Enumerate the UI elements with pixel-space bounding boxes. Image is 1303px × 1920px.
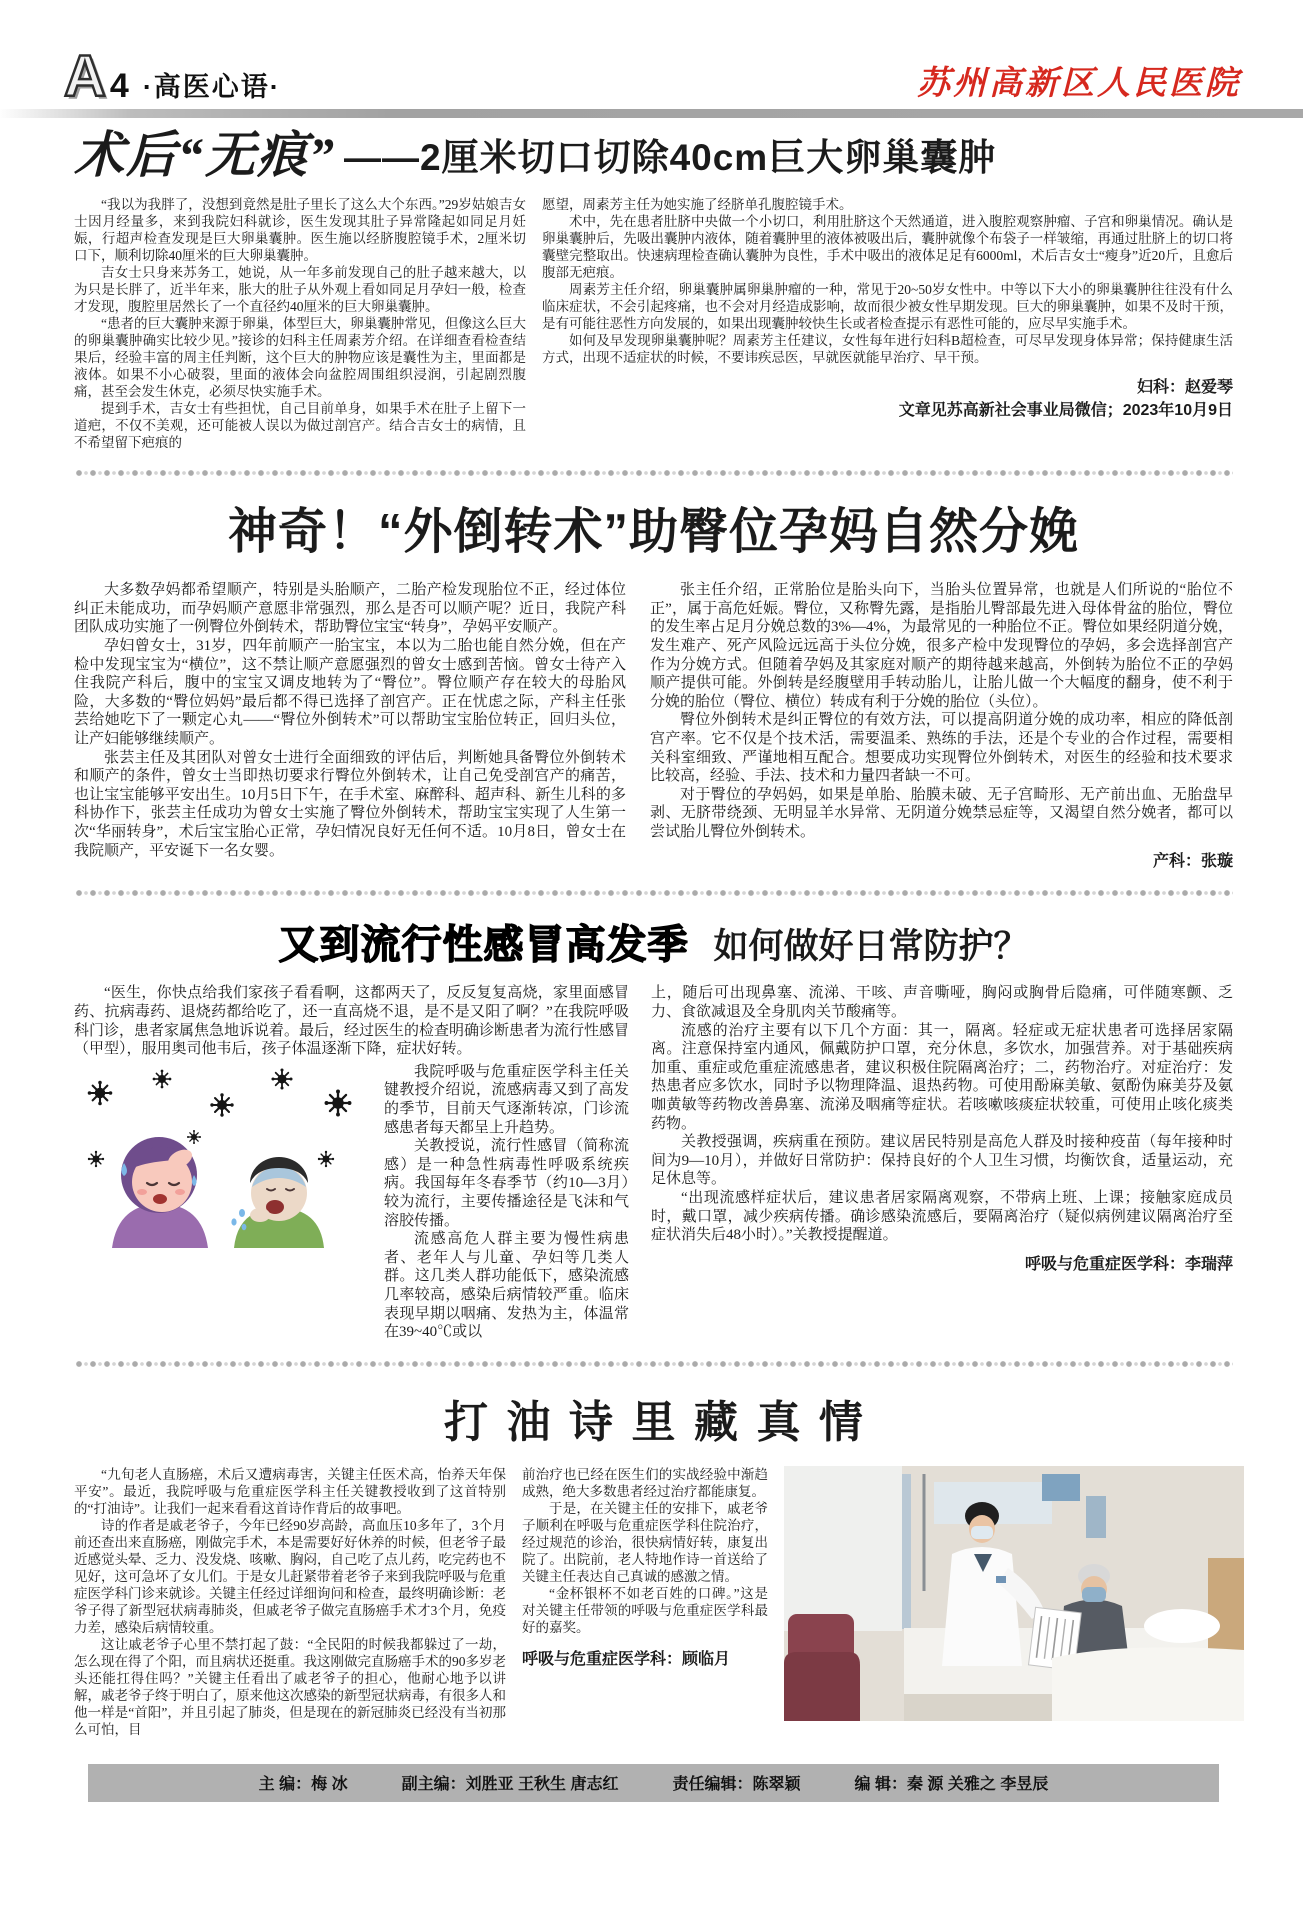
article3-left-column	[74, 984, 629, 1341]
paragraph: 诗的作者是戚老爷子，今年已经90岁高龄，高血压10多年了，3个月前还查出来直肠癌，刚做完手术，本是需要好好休养的时候，但老爷子最近感觉头晕、乏力、没发烧、咳嗽、胸闷，自己吃了点儿药，吃完药也不见好，这可急坏了女儿们。于是女儿赶紧带着老爷子来到我院呼吸与危重症医学科门诊来就诊。关键主任经过详细询问和检查，最终明确诊断：老爷子得了新型冠状病毒肺炎，但戚老爷子做完直肠癌手术才3个月，免疫力差，感染后病情较重。	[74, 1517, 506, 1635]
article4-left-column	[74, 1466, 506, 1738]
page-content	[0, 127, 1303, 1801]
sick-woman	[112, 1137, 208, 1248]
chair	[784, 1614, 860, 1721]
paragraph: 提到手术，吉女士有些担忧，自己目前单身，如果手术在肚子上留下一道疤，不仅不美观，还可能被人误以为做过剖宫产。结合吉女士的病情，且不希望留下疤痕的	[74, 401, 526, 451]
paragraph: 我院呼吸与危重症医学科主任关键教授介绍说，流感病毒又到了高发的季节，目前天气逐渐转凉，门诊流感患者每天都呈上升趋势。	[384, 1063, 629, 1136]
article3-side-paragraphs	[384, 1063, 629, 1342]
article1-title	[74, 127, 1233, 184]
article2-left-column	[74, 581, 626, 871]
article2-right-column	[650, 581, 1233, 871]
article3-right-rest	[651, 1022, 1233, 1245]
article1-title-lead: 术后“无痕”	[74, 127, 336, 184]
section-divider	[74, 887, 1233, 899]
source-note: 文章见苏高新社会事业局微信；2023年10月9日	[898, 402, 1233, 420]
article3-body	[74, 984, 1233, 1341]
article-breech-version	[74, 493, 1233, 871]
paragraph: “患者的巨大囊肿来源于卵巢，体型巨大，卵巢囊肿常见，但像这么巨大的卵巢囊肿确实比较少见。”接诊的妇科主任周素芳介绍。在详细查看检查结果后，经验丰富的周主任判断，这个巨大的肿物应该是囊性为主，里面都是液体。如果不小心破裂，里面的液体会向盆腔周围组织浸润，引起剧烈腹痛，甚至会发生休克，必须尽快实施手术。	[74, 316, 526, 400]
credit-deputy-editors: 副主编：刘胜亚 王秋生 唐志红	[401, 1776, 619, 1794]
section-name: ·高医心语·	[142, 72, 281, 103]
article4-photo-wrap	[784, 1466, 1244, 1738]
hospital-masthead: 苏州高新区人民医院	[917, 66, 1241, 103]
article4-middle-column	[522, 1466, 768, 1738]
article3-right-column	[651, 984, 1233, 1341]
article2-title: 神奇！“外倒转术”助臀位孕妈自然分娩	[227, 505, 1079, 560]
article4-title: 打油诗里藏真情	[444, 1397, 882, 1447]
paragraph: 关教授说，流行性感冒（简称流感）是一种急性病毒性呼吸系统疾病。我国每年冬春季节（约10—3月）较为流行，主要传播途径是飞沫和气溶胶传播。	[384, 1138, 629, 1229]
article2-right-rest	[650, 581, 1233, 841]
article1-body	[74, 196, 1233, 451]
paragraph: 流感的治疗主要有以下几个方面：其一，隔离。轻症或无症状患者可选择居家隔离。注意保持室内通风，佩戴防护口罩，充分休息，多饮水，加强营养。对于基础疾病加重、重症或危重症流感患者，建议积极住院隔离治疗；二，药物治疗。对症治疗：发热患者应多饮水，同时予以物理降温、退热药物。可使用酚麻美敏、氨酚伪麻美芬及氨咖黄敏等药物改善鼻塞、流涕及咽痛等症状。若咳嗽咳痰症状较重，可使用止咳化痰类药物。	[651, 1022, 1233, 1132]
credit-chief-editor: 主 编：梅 冰	[258, 1776, 348, 1794]
paragraph: “金杯银杯不如老百姓的口碑。”这是对关键主任带领的呼吸与危重症医学科最好的嘉奖。	[522, 1585, 768, 1635]
paragraph: 孕妇曾女士，31岁，四年前顺产一胎宝宝，本以为二胎也能自然分娩，但在产检中发现宝宝为“横位”，这不禁让顺产意愿强烈的曾女士感到苦恼。曾女士待产入住我院产科后，腹中的宝宝又调皮地转为了“臀位”。臀位顺产存在较大的母胎风险，大多数的“臀位妈妈”最后都不得已选择了剖宫产。正在忧虑之际，产科主任张芸给她吃下了一颗定心丸——“臀位外倒转术”可以帮助宝宝胎位转正，回归头位，让产妇能够继续顺产。	[74, 638, 626, 748]
article4-middle-rest	[522, 1500, 768, 1636]
page-code-letter: A	[64, 44, 106, 109]
article-ovarian-cyst	[74, 127, 1233, 451]
paragraph: 前治疗也已经在医生们的实战经验中渐趋成熟，绝大多数患者经过治疗都能康复。	[522, 1466, 768, 1499]
paragraph: 张主任介绍，正常胎位是胎头向下，当胎头位置异常，也就是人们所说的“胎位不正”，属于高危妊娠。臀位，又称臀先露，是指胎儿臀部最先进入母体骨盆的胎位，臀位的发生率占足月分娩总数的3%—4%，为最常见的一种胎位不正。臀位如果经阴道分娩，发生难产、死产风险远远高于头位分娩，很多产检中发现臀位的孕妈，多会选择剖宫产作为分娩方式。但随着孕妈及其家庭对顺产的期待越来越高，外倒转为胎位不正的孕妈顺产提供可能。外倒转是经腹壁用手转动胎儿，让胎儿做一个大幅度的翻身，使不利于分娩的胎位（臀位、横位）转成有利于分娩的胎位（头位）。	[650, 582, 1233, 710]
section-divider	[74, 467, 1233, 479]
article-flu-season	[74, 913, 1233, 1341]
paragraph: 大多数孕妈都希望顺产，特别是头胎顺产，二胎产检发现胎位不正，经过体位纠正未能成功，而孕妈顺产意愿非常强烈，那么是否可以顺产呢？近日，我院产科团队成功实施了一例臀位外倒转术，帮助臀位宝宝“转身”，孕妈平安顺产。	[74, 582, 626, 636]
page-code-number: 4	[109, 66, 129, 105]
article-doggerel-poem	[74, 1386, 1233, 1738]
editorial-credits-bar	[88, 1764, 1219, 1802]
paragraph: 流感高危人群主要为慢性病患者、老年人与儿童、孕妇等几类人群。这几类人群功能低下，感染流感几率较高，感染后病情较严重。临床表现早期以咽痛、发热为主，体温常在39~40℃或以	[384, 1231, 629, 1341]
author-byline: 妇科：赵爱琴	[1136, 379, 1233, 397]
paragraph: 上，随后可出现鼻塞、流涕、干咳、声音嘶哑，胸闷或胸骨后隐痛，可伴随寒颤、乏力、食欲减退及全身肌肉关节酸痛等。	[651, 985, 1233, 1021]
article1-byline	[542, 376, 1233, 422]
article3-illustrated-row	[74, 1063, 629, 1342]
article1-title-rest: ——2厘米切口切除40cm巨大卵巢囊肿	[344, 137, 997, 179]
paragraph: 于是，在关键主任的安排下，戚老爷子顺利在呼吸与危重症医学科住院治疗，经过规范的诊治，很快病情好转，康复出院了。出院前，老人特地作诗一首送给了关键主任表达自己真诚的感激之情。	[522, 1500, 768, 1584]
paragraph: 对于臀位的孕妈妈，如果是单胎、胎膜未破、无子宫畸形、无产前出血、无胎盘早剥、无脐带绕颈、无明显羊水异常、无阴道分娩禁忌症等，又渴望自然分娩者，都可以尝试胎儿臀位外倒转术。	[650, 786, 1233, 841]
page-code-and-section	[64, 44, 281, 109]
article1-right-column	[542, 196, 1233, 451]
article3-title	[74, 913, 1233, 970]
paragraph: “九旬老人直肠癌，术后又遭病毒害，关键主任医术高，怡养天年保平安”。最近，我院呼吸与危重症医学科主任关键教授收到了这首特别的“打油诗”。让我们一起来看看这首诗作背后的故事吧。	[74, 1466, 506, 1516]
paragraph: 吉女士只身来苏务工，她说，从一年多前发现自己的肚子越来越大，以为只是长胖了，近半年来，胀大的肚子从外观上看如同足月孕妇一般，检查才发现，腹腔里居然长了一个直径约40厘米的巨大卵巢囊肿。	[74, 265, 526, 315]
virus-icons	[88, 1068, 352, 1167]
paragraph: “出现流感样症状后，建议患者居家隔离观察，不带病上班、上课；接触家庭成员时，戴口罩，减少疾病传播。确诊感染流感后，要隔离治疗（疑似病例建议隔离治疗至症状消失后48小时）。”关教授提醒道。	[651, 1189, 1233, 1244]
paragraph: 臀位外倒转术是纠正臀位的有效方法，可以提高阴道分娩的成功率，相应的降低剖宫产率。它不仅是个技术活，需要温柔、熟练的手法，还是个专业的合作过程，需要相关科室细致、严谨地相互配合。想要成功实现臀位外倒转术，对医生的经验和技术要求比较高，经验、手法、技术和力量四者缺一不可。	[650, 712, 1233, 785]
paragraph: 愿望，周素芳主任为她实施了经脐单孔腹腔镜手术。	[542, 197, 853, 213]
paragraph: 这让戚老爷子心里不禁打起了鼓：“全民阳的时候我都躲过了一劫，怎么现在得了个阳，而且病状还挺重。我这刚做完直肠癌手术的90多岁老头还能扛得住吗？”关键主任看出了戚老爷子的担心，他耐心地予以讲解，戚老爷子终于明白了，原来他这次感染的新型冠状病毒，有很多人和他一样是“首阳”，并且引起了肺炎，但是现在的新冠肺炎已经没有当初那么可怕，目	[74, 1636, 506, 1737]
paragraph: 如何及早发现卵巢囊肿呢？周素芳主任建议，女性每年进行妇科B超检查，可尽早发现身体异常；保持健康生活方式，出现不适症状的时候，不要讳疾忌医，早就医就能早治疗、早干预。	[542, 333, 1233, 366]
credit-responsible-editor: 责任编辑：陈翠颖	[672, 1776, 801, 1794]
article1-left-column	[74, 196, 526, 451]
paragraph: “我以为我胖了，没想到竟然是肚子里长了这么大个东西。”29岁姑娘吉女士因月经量多，来到我院妇科就诊，医生发现其肚子异常隆起如同足月妊娠，行超声检查发现是巨大卵巢囊肿。医生施以经脐腹腔镜手术，2厘米切口下，顺利切除40厘米的巨大卵巢囊肿。	[74, 197, 526, 264]
credit-editors: 编 辑：秦 源 关雅之 李昱辰	[854, 1776, 1049, 1794]
sick-family-illustration	[74, 1063, 374, 1248]
article3-title-sub: 如何做好日常防护？	[713, 927, 1029, 967]
article3-byline: 呼吸与危重症医学科：李瑞萍	[1024, 1255, 1233, 1273]
article4-byline: 呼吸与危重症医学科：顾临月	[522, 1650, 731, 1668]
header-rule	[0, 109, 1303, 118]
sick-boy	[231, 1157, 324, 1248]
article1-right-rest	[542, 213, 1233, 366]
paragraph: 周素芳主任介绍，卵巢囊肿属卵巢肿瘤的一种，常见于20~50岁女性中。中等以下大小的卵巢囊肿往往没有什么临床症状，不会引起疼痛，也不会对月经造成影响，故而很少被女性早期发现。巨大的卵巢囊肿，如果不及时干预，是有可能往恶性方向发展的，如果出现囊肿较快生长或者检查提示有恶性可能的，应尽早实施手术。	[542, 282, 1233, 332]
paragraph: 张芸主任及其团队对曾女士进行全面细致的评估后，判断她具备臀位外倒转术和顺产的条件，曾女士当即热切要求行臀位外倒转术，让自己免受剖宫产的痛苦，也让宝宝能够平安出生。10月5日下午，在手术室、麻醉科、超声科、新生儿科的多科协作下，张芸主任成功为曾女士实施了臀位外倒转术，帮助宝宝实现了人生第一次“华丽转身”，术后宝宝胎心正常，孕妇情况良好无任何不适。10月8日，曾女士在我院顺产，平安诞下一名女婴。	[74, 749, 626, 859]
article2-byline: 产科：张璇	[1152, 852, 1233, 870]
article3-title-main: 又到流行性感冒高发季	[278, 923, 689, 968]
paragraph: 关教授强调，疾病重在预防。建议居民特别是高危人群及时接种疫苗（每年接种时间为9—10月），并做好日常防护：保持良好的个人卫生习惯，均衡饮食，适量运动，充足休息等。	[651, 1134, 1233, 1188]
doctor-patient-photo	[784, 1466, 1244, 1721]
article2-body	[74, 581, 1233, 871]
paragraph: 术中，先在患者肚脐中央做一个小切口，利用肚脐这个天然通道，进入腹腔观察肿瘤、子宫和卵巢情况。确认是卵巢囊肿后，先吸出囊肿内液体，随着囊肿里的液体被吸出后，囊肿就像个布袋子一样皱缩，再通过肚脐上的切口将囊壁完整取出。快速病理检查确认囊肿为良性，手术中吸出的液体足足有6000ml，术后吉女士“瘦身”近20斤，且愈后腹部无疤痕。	[542, 214, 1233, 281]
section-divider	[74, 1358, 1233, 1370]
paragraph: “医生，你快点给我们家孩子看看啊，这都两天了，反反复复高烧，家里面感冒药、抗病毒药、退烧药都给吃了，还一直高烧不退，是不是又阳了啊？”在我院呼吸科门诊，患者家属焦急地诉说着。最后，经过医生的检查明确诊断患者为流行性感冒（甲型），服用奥司他韦后，孩子体温逐渐下降，症状好转。	[74, 985, 630, 1058]
page-header	[0, 0, 1303, 109]
article4-body	[74, 1466, 1233, 1738]
